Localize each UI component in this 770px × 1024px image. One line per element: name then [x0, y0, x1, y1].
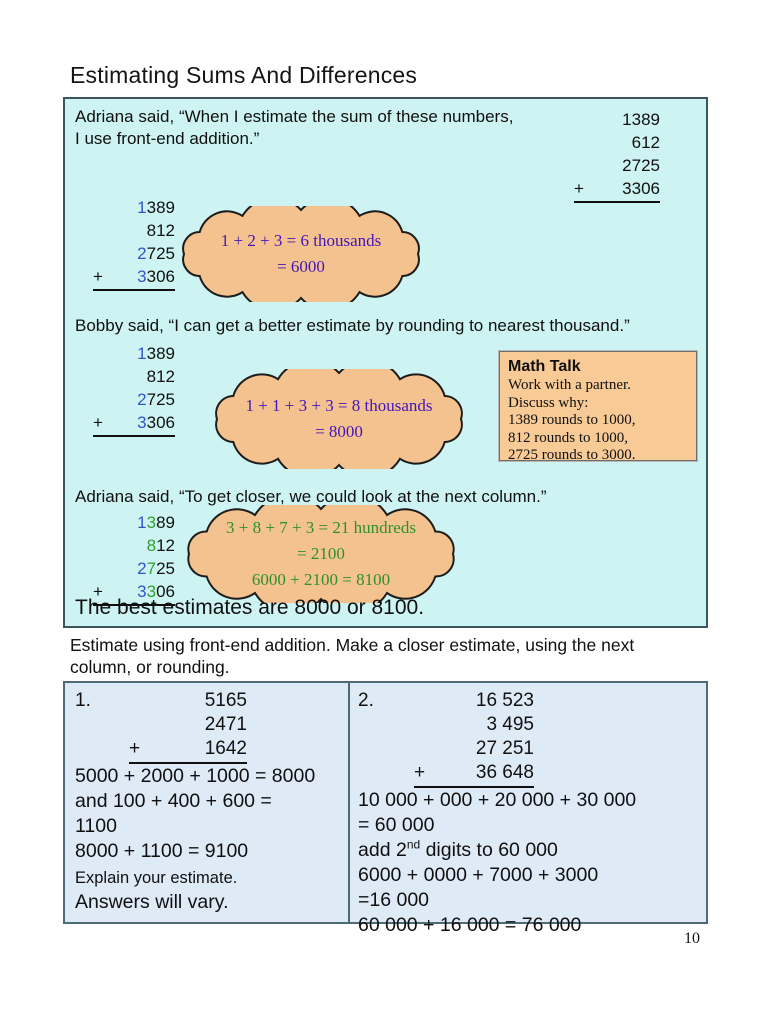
adriana-quote-1: Adriana said, “When I estimate the sum of these numbers, I use front-end addition.” — [75, 107, 514, 148]
page-title: Estimating Sums And Differences — [70, 62, 418, 88]
exercise-1-answer: Answers will vary. — [75, 891, 229, 913]
frontend-number-stack: 1389 812 2725 + 3306 — [93, 196, 175, 291]
adriana-quote-2: Adriana said, “To get closer, we could look at the next column.” — [75, 487, 547, 506]
math-talk-box — [499, 351, 697, 464]
bobby-quote: Bobby said, “I can get a better estimate by rounding to nearest thousand.” — [75, 316, 630, 335]
exercise-1-number: 1. — [75, 690, 91, 711]
lesson-panel — [63, 97, 708, 628]
exercise-instructions: Estimate using front-end addition. Make a closer estimate, using the next column, or rounding. — [70, 635, 635, 677]
problem-number-stack: 1389 612 2725 + 3306 — [574, 108, 660, 203]
nextcolumn-number-stack: 1389 812 2725 + 3306 — [93, 511, 175, 606]
exercise-1 — [65, 683, 348, 922]
exercise-box — [63, 681, 708, 936]
exercise-2-stack: 16 523 3 495 27 251 + 36 648 — [414, 689, 534, 788]
exercise-1-stack: 5165 2471 + 1642 — [129, 689, 247, 764]
page-number: 10 — [684, 930, 700, 947]
exercise-2 — [350, 683, 706, 936]
exercise-1-work: 5000 + 2000 + 1000 = 8000 and 100 + 400 + 600 = 1100 8000 + 1100 = 9100 — [75, 765, 316, 862]
exercise-1-note: Explain your estimate. — [75, 869, 238, 887]
exercise-2-work: 10 000 + 000 + 20 000 + 30 000 = 60 000 add 2nd digits to 60 000 6000 + 0000 + 7000 + 3000 =16 000 60 000 + 16 000 = 76 000 — [358, 789, 637, 936]
math-talk-title: Math Talk — [508, 358, 581, 375]
thought-cloud-frontend: 1 + 2 + 3 = 6 thousands = 6000 — [180, 206, 422, 302]
math-talk-lines: Work with a partner. Discuss why: 1389 rounds to 1000, 812 rounds to 1000, 2725 rounds to 3000. — [508, 377, 636, 464]
exercise-2-number: 2. — [358, 690, 374, 711]
rounding-number-stack: 1389 812 2725 + 3306 — [93, 342, 175, 437]
thought-cloud-rounding: 1 + 1 + 3 + 3 = 8 thousands = 8000 — [213, 369, 465, 469]
best-estimate-statement: The best estimates are 8000 or 8100. — [75, 596, 425, 619]
thought-cloud-nextcolumn: 3 + 8 + 7 + 3 = 21 hundreds = 2100 6000 + 2100 = 8100 — [185, 505, 457, 603]
